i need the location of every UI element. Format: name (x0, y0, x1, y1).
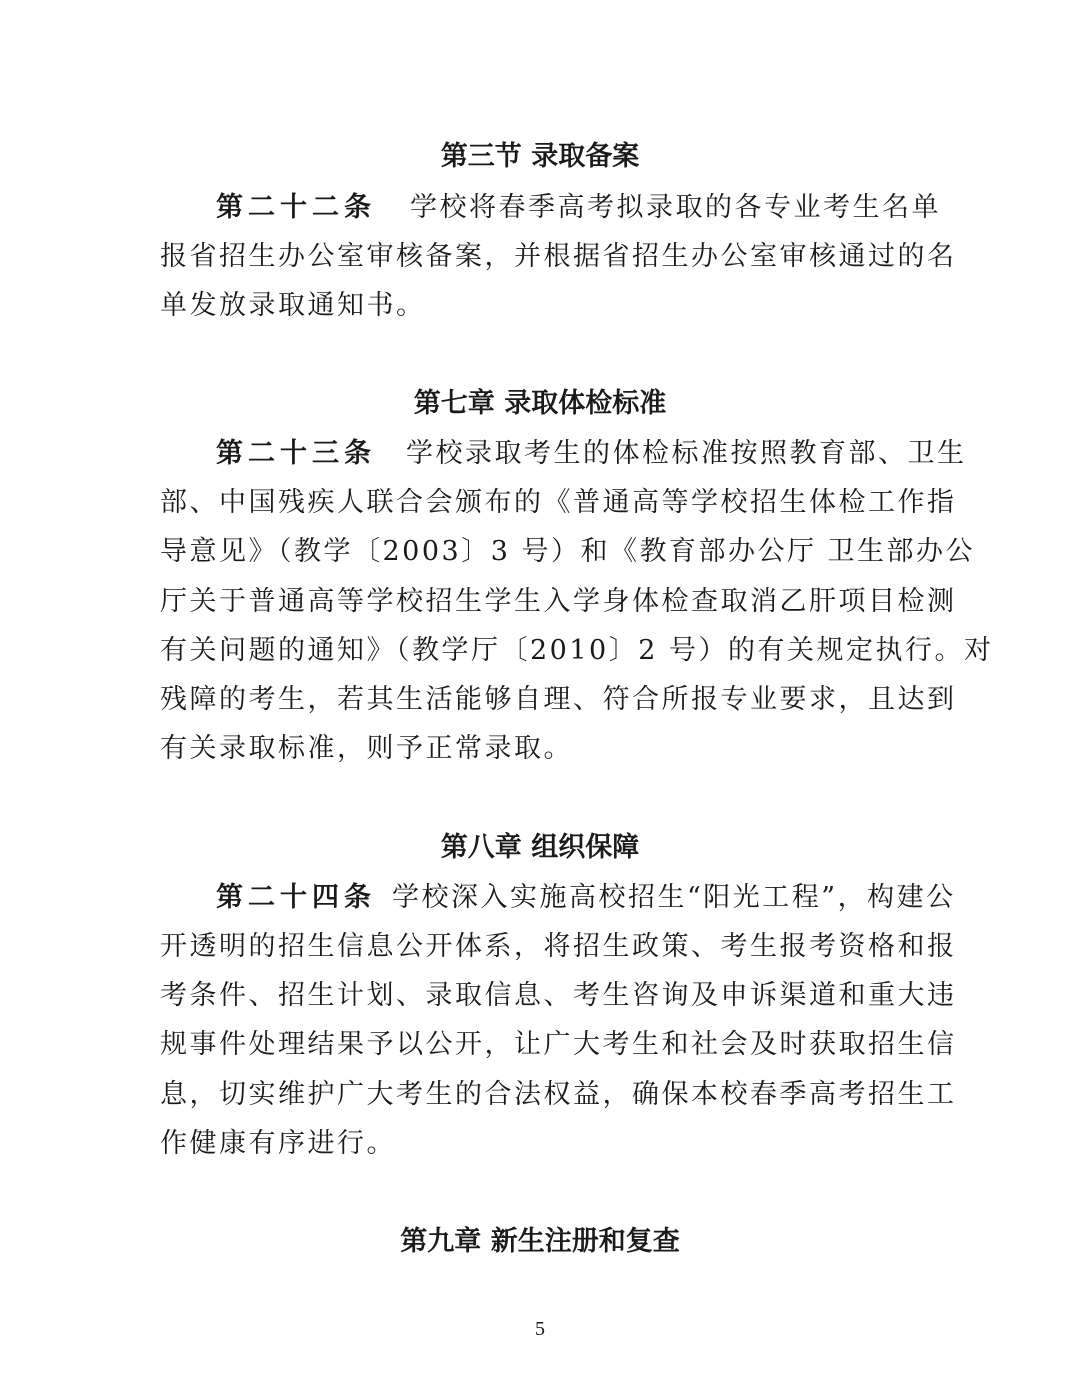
article-24-text-line: 考条件、招生计划、录取信息、考生咨询及申诉渠道和重大违 (160, 980, 957, 1011)
article-24-first-line (216, 878, 956, 918)
chapter-heading-7: 第七章 录取体检标准 (413, 388, 667, 419)
article-24-text-line: 规事件处理结果予以公开，让广大考生和社会及时获取招生信 (160, 1029, 957, 1060)
article-23-text-line: 厅关于普通高等学校招生学生入学身体检查取消乙肝项目检测 (160, 586, 957, 617)
chapter-heading-8: 第八章 组织保障 (440, 832, 640, 863)
article-24-label: 第二十四条 (216, 882, 376, 913)
section-heading-3: 第三节 录取备案 (440, 141, 640, 172)
article-23-text-line: 有关录取标准，则予正常录取。 (160, 733, 573, 764)
page-number: 5 (535, 1318, 545, 1340)
article-23-label: 第二十三条 (216, 438, 376, 469)
article-23-text-line: 学校录取考生的体检标准按照教育部、卫生 (406, 438, 967, 469)
article-24-text-line: 息，切实维护广大考生的合法权益，确保本校春季高考招生工 (160, 1079, 957, 1110)
article-23-text-line: 导意见》（教学〔2003〕3 号）和《教育部办公厅 卫生部办公 (160, 536, 976, 567)
article-23-text-line: 有关问题的通知》（教学厅〔2010〕2 号）的有关规定执行。对 (160, 635, 994, 666)
article-22-label: 第二十二条 (216, 192, 376, 223)
article-24-text-line: 学校深入实施高校招生“阳光工程”，构建公 (392, 882, 956, 913)
article-23-first-line (216, 434, 967, 474)
article-22-text-line: 学校将春季高考拟录取的各专业考生名单 (410, 192, 941, 223)
chapter-heading-9: 第九章 新生注册和复查 (400, 1226, 680, 1257)
article-22-text-line: 报省招生办公室审核备案，并根据省招生办公室审核通过的名 (160, 241, 957, 272)
article-22-first-line (216, 188, 941, 228)
article-24-text-line: 开透明的招生信息公开体系，将招生政策、考生报考资格和报 (160, 931, 957, 962)
article-24-text-line: 作健康有序进行。 (160, 1128, 396, 1159)
article-22-text-line: 单发放录取通知书。 (160, 290, 426, 321)
article-23-text-line: 部、中国残疾人联合会颁布的《普通高等学校招生体检工作指 (160, 487, 957, 518)
article-23-text-line: 残障的考生，若其生活能够自理、符合所报专业要求，且达到 (160, 684, 957, 715)
